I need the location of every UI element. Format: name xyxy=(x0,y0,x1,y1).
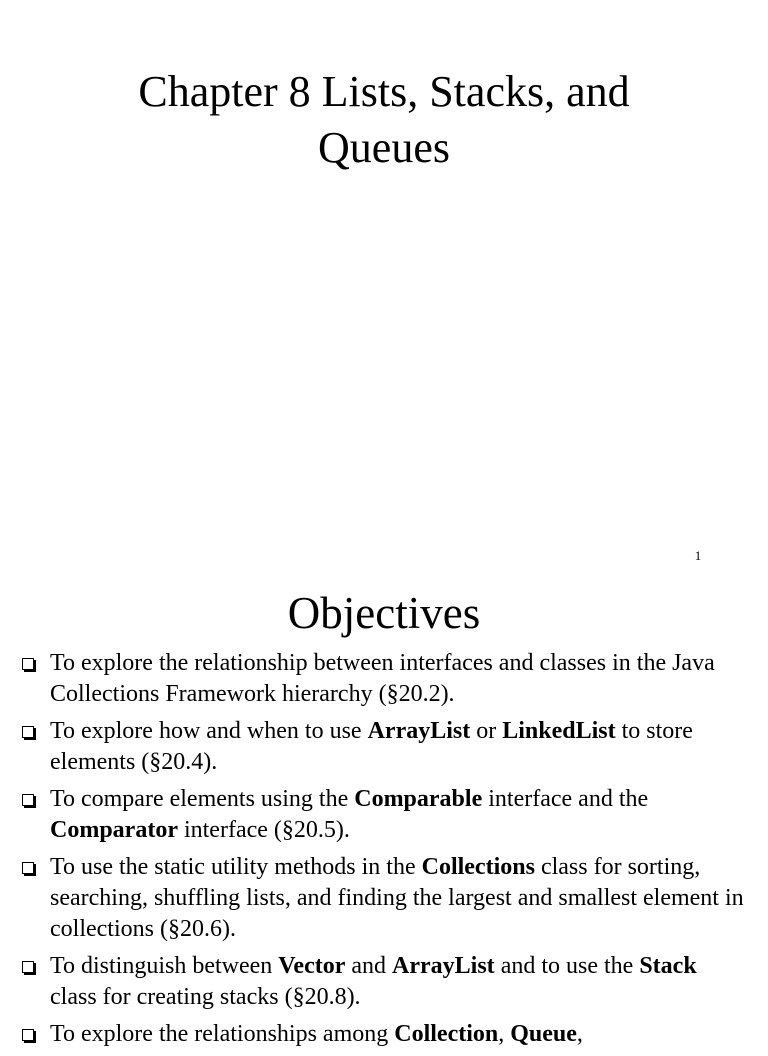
objectives-list xyxy=(0,648,768,1056)
chapter-title xyxy=(0,64,768,176)
objective-text: interface and the xyxy=(482,786,649,812)
objectives-title: Objectives xyxy=(287,588,481,638)
objective-text: To explore the relationship between interfaces and classes in the Java Collections Framework hierarchy (§20.2). xyxy=(50,650,715,707)
objective-text: To explore how and when to use xyxy=(50,718,368,744)
objective-keyword: Comparator xyxy=(50,817,178,843)
objective-keyword: Collection xyxy=(394,1021,499,1047)
objective-item xyxy=(0,1019,768,1050)
hollow-square-bullet-icon xyxy=(22,862,34,874)
objectives-slide xyxy=(0,580,768,1047)
objective-item xyxy=(0,852,768,945)
hollow-square-bullet-icon xyxy=(22,1029,34,1041)
hollow-square-bullet-icon xyxy=(22,961,34,973)
objective-text: To distinguish between xyxy=(50,953,279,979)
page-number: 1 xyxy=(694,548,702,563)
objective-text: and xyxy=(345,953,393,979)
objective-text: To explore the relationships among xyxy=(50,1021,395,1047)
objective-item xyxy=(0,951,768,1013)
objective-keyword: ArrayList xyxy=(367,718,471,744)
objective-text: , xyxy=(498,1021,511,1047)
objective-text: or xyxy=(470,718,503,744)
objective-item xyxy=(0,784,768,846)
objective-keyword: Queue xyxy=(510,1021,577,1047)
objective-keyword: LinkedList xyxy=(502,718,616,744)
objective-item xyxy=(0,648,768,710)
objective-keyword: Comparable xyxy=(354,786,483,812)
objective-text: To compare elements using the xyxy=(50,786,355,812)
hollow-square-bullet-icon xyxy=(22,794,34,806)
objective-keyword: Collections xyxy=(421,854,535,880)
objective-text: To use the static utility methods in the xyxy=(50,854,422,880)
objective-keyword: Vector xyxy=(278,953,346,979)
hollow-square-bullet-icon xyxy=(22,726,34,738)
chapter-title-line-1: Chapter 8 Lists, Stacks, and xyxy=(138,67,630,116)
chapter-title-line-2: Queues xyxy=(318,123,450,172)
objective-keyword: Stack xyxy=(639,953,697,979)
objective-text: class for sorting, searching, shuffling lists, and finding the largest and smallest element in collections (§20.6). xyxy=(50,854,744,942)
objective-keyword: ArrayList xyxy=(392,953,495,979)
objective-text: and to use the xyxy=(494,953,640,979)
hollow-square-bullet-icon xyxy=(22,658,34,670)
objective-text: to store elements (§20.4). xyxy=(50,718,693,775)
objective-text: interface (§20.5). xyxy=(177,817,350,843)
objective-text: , xyxy=(576,1021,583,1047)
objective-item xyxy=(0,716,768,778)
objective-text: class for creating stacks (§20.8). xyxy=(50,984,361,1010)
